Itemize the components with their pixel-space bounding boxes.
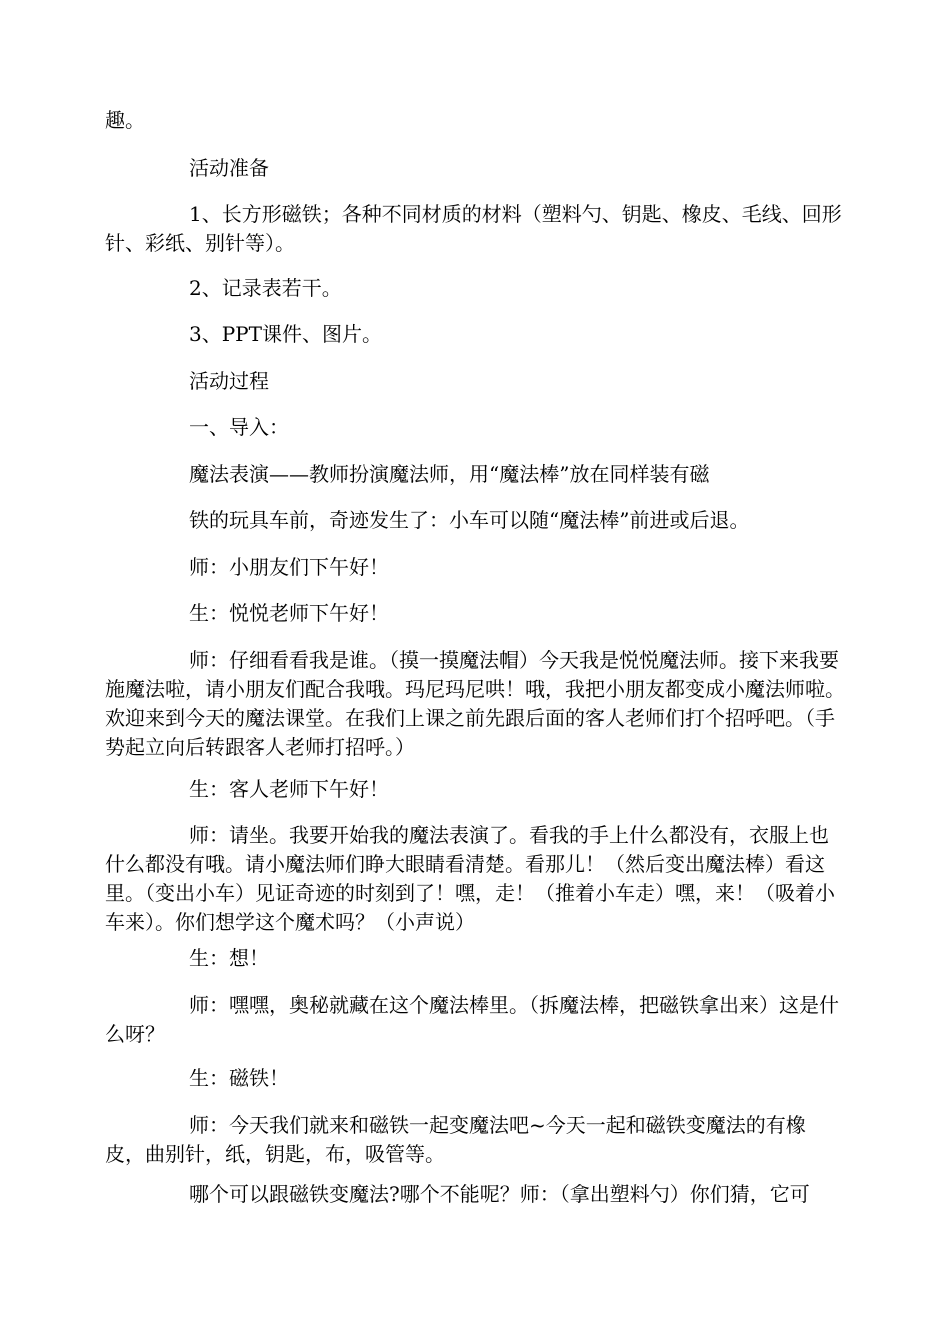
dialogue-line: 哪个可以跟磁铁变魔法?哪个不能呢？师：（拿出塑料勺）你们猜，它可 (189, 1182, 810, 1206)
dialogue-line: 师：请坐。我要开始我的魔法表演了。看我的手上什么都没有，衣服上也什么都没有哦。请小魔法师们睁大眼睛看清楚。看那儿！（然后变出魔法棒）看这里。（变出小车）见证奇迹的时刻到了！嘿，走！（推着小车走）嘿，来！（吸着小车来）。你们想学这个魔术吗？（小声说） (105, 823, 835, 934)
dialogue-line: 生：想！ (189, 946, 269, 970)
dialogue-line: 师：今天我们就来和磁铁一起变魔法吧~今天一起和磁铁变魔法的有橡皮，曲别针，纸，钥匙，布，吸管等。 (105, 1113, 806, 1166)
section-heading-process: 活动过程 (189, 369, 269, 393)
dialogue-line: 生：磁铁！ (189, 1066, 289, 1090)
dialogue-line: 师：仔细看看我是谁。（摸一摸魔法帽）今天我是悦悦魔法师。接下来我要施魔法啦，请小朋友们配合我哦。玛尼玛尼哄！哦，我把小朋友都变成小魔法师啦。欢迎来到今天的魔法课堂。在我们上课之前先跟后面的客人老师们打个招呼吧。（手势起立向后转跟客人老师打招呼。） (105, 648, 845, 759)
paragraph: 铁的玩具车前，奇迹发生了：小车可以随“魔法棒”前进或后退。 (189, 508, 750, 532)
dialogue-line: 生：悦悦老师下午好！ (189, 601, 389, 625)
paragraph: 1、长方形磁铁；各种不同材质的材料（塑料勺、钥匙、橡皮、毛线、回形针、彩纸、别针等）。 (105, 202, 842, 255)
paragraph: 2、记录表若干。 (189, 276, 342, 300)
dialogue-line: 师：嘿嘿，奥秘就藏在这个魔法棒里。（拆魔法棒，把磁铁拿出来）这是什么呀？ (105, 993, 839, 1046)
dialogue-line: 师：小朋友们下午好！ (189, 555, 389, 579)
paragraph: 3、PPT课件、图片。 (189, 322, 382, 346)
section-heading-preparation: 活动准备 (189, 156, 269, 180)
dialogue-line: 生：客人老师下午好！ (189, 777, 389, 801)
paragraph: 趣。 (105, 108, 145, 132)
paragraph: 魔法表演——教师扮演魔法师，用“魔法棒”放在同样装有磁 (189, 462, 710, 486)
section-heading-intro: 一、导入： (189, 415, 289, 439)
